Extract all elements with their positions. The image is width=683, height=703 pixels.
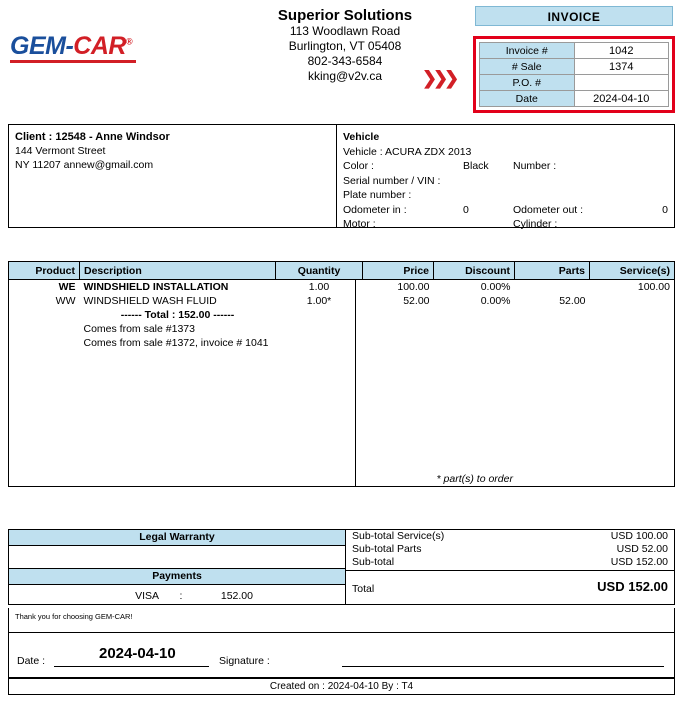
vehicle-color-value: Black: [463, 160, 489, 172]
items-divider-line: [355, 279, 356, 486]
po-number-label: P.O. #: [480, 75, 575, 91]
invoice-date-label: Date: [480, 91, 575, 107]
created-footer: Created on : 2024-04-10 By : T4: [8, 678, 675, 695]
client-info-box: [9, 125, 336, 227]
table-row: [480, 43, 669, 59]
subtotal-label: Sub-total: [352, 556, 395, 568]
cylinder-value: [623, 217, 668, 232]
vehicle-info-box: [336, 125, 674, 230]
header-price: Price: [363, 262, 434, 280]
odometer-in-value: 0: [463, 203, 469, 216]
company-address: 113 Woodlawn Road: [289, 24, 401, 38]
invoice-header: [0, 0, 683, 120]
signature-date-value: 2024-04-10: [99, 645, 176, 662]
subtotal-row: [346, 556, 674, 569]
odometer-out-value: 0: [662, 203, 668, 216]
legal-warranty-body: [9, 546, 345, 568]
header-product: Product: [9, 262, 80, 280]
signature-area: [8, 633, 675, 678]
sale-number-label: # Sale: [480, 59, 575, 75]
vehicle-section-title: Vehicle: [343, 131, 380, 143]
grand-total-row: [346, 571, 674, 595]
payment-amount: 152.00: [220, 590, 253, 602]
subtotal-services-label: Sub-total Service(s): [352, 530, 445, 542]
subtotal-services-value: USD 100.00: [610, 530, 668, 542]
vehicle-color-row: [343, 159, 668, 174]
signature-date-line: [54, 666, 209, 667]
company-phone: 802-343-6584: [307, 54, 383, 68]
row-description: WINDSHIELD WASH FLUID: [83, 295, 217, 307]
items-order-note-row: [9, 472, 674, 486]
grand-total-label: Total: [352, 583, 375, 595]
motor-label: Motor :: [343, 218, 376, 230]
items-header-row: [9, 262, 674, 280]
row-discount: 0.00%: [480, 281, 511, 293]
header-discount: Discount: [434, 262, 515, 280]
row-services: 100.00: [637, 281, 670, 293]
company-city: Burlington, VT 05408: [288, 39, 402, 53]
items-note-2: Comes from sale #1372, invoice # 1041: [83, 337, 269, 349]
logo-text-dash: -: [65, 32, 74, 60]
odometer-in-label: Odometer in :: [343, 203, 407, 216]
vehicle-serial-label: Serial number / VIN :: [343, 174, 441, 187]
warranty-payments-block: [8, 529, 345, 605]
client-vehicle-section: [8, 124, 675, 228]
signature-date-label: Date :: [17, 655, 46, 667]
table-row: [480, 59, 669, 75]
payment-separator: :: [179, 590, 183, 602]
vehicle-color-label: Color :: [343, 160, 374, 172]
arrow-pointer-icon: ❯❯❯: [422, 68, 456, 88]
motor-value: [463, 217, 513, 232]
client-name: Client : 12548 - Anne Windsor: [15, 131, 170, 143]
company-email: kking@v2v.ca: [308, 69, 382, 83]
signature-line: [342, 666, 664, 667]
header-parts: Parts: [515, 262, 590, 280]
payments-title: Payments: [9, 568, 345, 585]
odometer-out-label: Odometer out :: [513, 203, 584, 216]
subtotal-parts-value: USD 52.00: [616, 543, 668, 555]
row-description: WINDSHIELD INSTALLATION: [83, 281, 229, 293]
table-row: [480, 75, 669, 91]
payment-method: VISA: [135, 590, 159, 602]
sale-number-value: 1374: [574, 59, 669, 75]
document-type-badge: INVOICE: [475, 6, 673, 26]
parts-to-order-note: * part(s) to order: [436, 473, 513, 485]
po-number-value: [574, 75, 669, 91]
table-row: [9, 280, 674, 295]
client-address-line1: 144 Vermont Street: [15, 145, 106, 157]
vehicle-description: Vehicle : ACURA ZDX 2013: [343, 145, 472, 158]
subtotal-parts-label: Sub-total Parts: [352, 543, 422, 555]
items-filler-row: [9, 350, 674, 472]
invoice-footer-blocks: [8, 529, 675, 605]
row-product-code: WE: [58, 281, 76, 293]
items-table: [9, 262, 674, 486]
vehicle-number-value: [623, 159, 668, 174]
grand-total-value: USD 152.00: [597, 579, 668, 594]
header-description: Description: [80, 262, 276, 280]
line-items-table: [8, 261, 675, 487]
row-parts: [515, 280, 590, 295]
row-quantity: 1.00*: [306, 295, 332, 307]
vehicle-plate-label: Plate number :: [343, 189, 412, 201]
row-services: [590, 294, 675, 308]
company-name: Superior Solutions: [277, 7, 413, 24]
logo-text-car: CAR: [73, 32, 126, 60]
invoice-date-value: 2024-04-10: [574, 91, 669, 107]
client-address-line2: NY 11207 annew@gmail.com: [15, 159, 154, 171]
items-note-1: Comes from sale #1373: [83, 323, 195, 335]
thank-you-note: Thank you for choosing GEM-CAR!: [8, 608, 675, 633]
logo-underline: [10, 60, 136, 63]
signature-label: Signature :: [219, 655, 270, 667]
items-total-row: [9, 308, 674, 322]
legal-warranty-title: Legal Warranty: [9, 529, 345, 546]
subtotal-value: USD 152.00: [610, 556, 668, 568]
vehicle-odometer-row: [343, 203, 668, 218]
payment-row: [9, 585, 345, 607]
items-total-text: ------ Total : 152.00 ------: [120, 309, 235, 321]
invoice-number-value: 1042: [574, 43, 669, 59]
items-note-row-1: [9, 322, 674, 336]
vehicle-number-label: Number :: [513, 160, 557, 172]
vehicle-motor-row: [343, 217, 668, 232]
gemcar-logo: [10, 32, 132, 61]
row-discount: 0.00%: [480, 295, 511, 307]
invoice-meta-box: [473, 36, 675, 113]
logo-registered-mark: ®: [125, 36, 133, 47]
row-quantity: 1.00: [308, 281, 330, 293]
subtotal-services-row: [346, 530, 674, 543]
cylinder-label: Cylinder :: [513, 218, 558, 230]
header-services: Service(s): [590, 262, 675, 280]
row-parts: 52.00: [559, 295, 586, 307]
subtotal-parts-row: [346, 543, 674, 556]
invoice-meta-table: [479, 42, 669, 107]
row-price: 100.00: [397, 281, 430, 293]
table-row: [9, 294, 674, 308]
logo-text-gem: GEM: [10, 32, 66, 60]
header-quantity: Quantity: [276, 262, 363, 280]
row-product-code: WW: [55, 295, 76, 307]
invoice-number-label: Invoice #: [480, 43, 575, 59]
row-price: 52.00: [403, 295, 430, 307]
table-row: [480, 91, 669, 107]
totals-block: [345, 529, 675, 605]
items-note-row-2: [9, 336, 674, 350]
